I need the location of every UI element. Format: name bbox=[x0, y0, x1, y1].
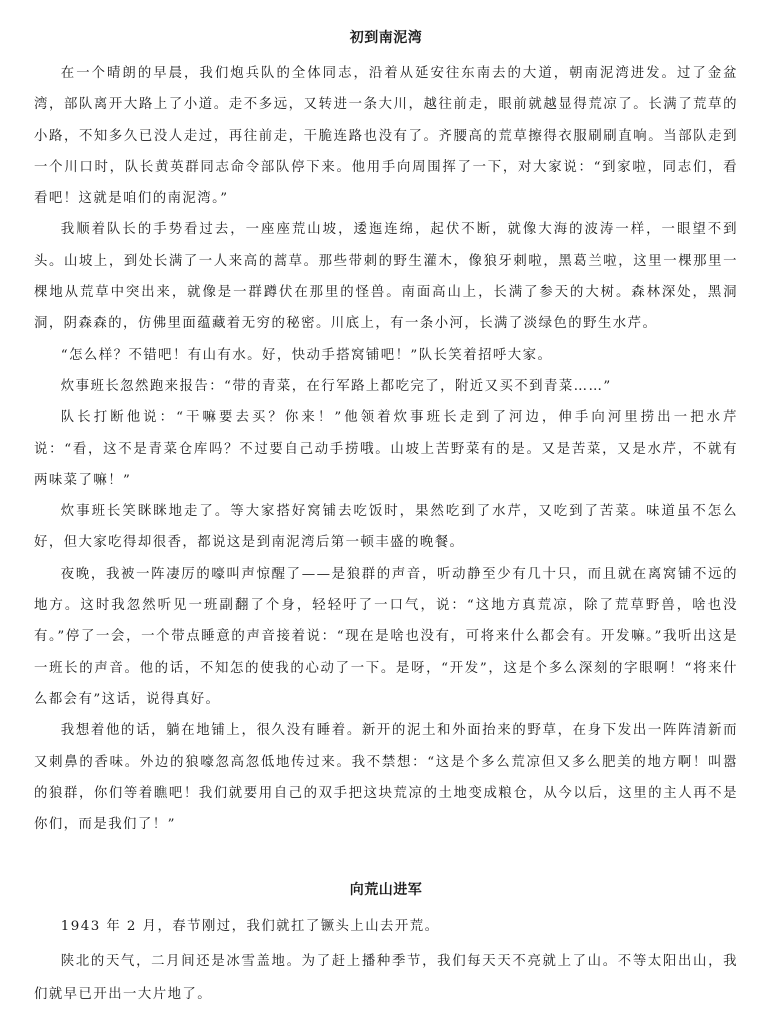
section-title-arrival: 初到南泥湾 bbox=[349, 30, 423, 46]
section-body-arrival bbox=[34, 58, 738, 840]
section-body-march bbox=[34, 910, 738, 1013]
paragraph: “怎么样？不错吧！有山有水。好，快动手搭窝铺吧！”队长笑着招呼大家。 bbox=[60, 347, 553, 363]
paragraph: 炊事班长忽然跑来报告：“带的青菜，在行军路上都吃完了，附近又买不到青菜……” bbox=[60, 378, 612, 394]
paragraph: 我顺着队长的手势看过去，一座座荒山坡，逶迤连绵，起伏不断，就像大海的波涛一样，一眼望不到头。山坡上，到处长满了一人来高的蒿草。那些带刺的野生灌木，像狼牙刺啦，黑葛兰啦，这里一棵那里一棵地从荒草中突出来，就像是一群蹲伏在那里的怪兽。南面高山上，长满了参天的大树。森林深处，黑洞洞，阴森森的，仿佛里面蕴藏着无穷的秘密。川底上，有一条小河，长满了淡绿色的野生水芹。 bbox=[34, 222, 738, 332]
paragraph: 炊事班长笑眯眯地走了。等大家搭好窝铺去吃饭时，果然吃到了水芹，又吃到了苦菜。味道虽不怎么好，但大家吃得却很香，都说这是到南泥湾后第一顿丰盛的晚餐。 bbox=[34, 504, 738, 551]
paragraph: 我想着他的话，躺在地铺上，很久没有睡着。新开的泥土和外面抬来的野草，在身下发出一阵阵清新而又刺鼻的香味。外边的狼嚎忽高忽低地传过来。我不禁想：“这是个多么荒凉但又多么肥美的地方啊！叫嚣的狼群，你们等着瞧吧！我们就要用自己的双手把这块荒凉的土地变成粮仓，从今以后，这里的主人再不是你们，而是我们了！” bbox=[34, 723, 738, 833]
paragraph: 陕北的天气，二月间还是冰雪盖地。为了赶上播种季节，我们每天天不亮就上了山。不等太阳出山，我们就早已开出一大片地了。 bbox=[34, 953, 738, 1002]
paragraph: 1943 年 2 月，春节刚过，我们就扛了镢头上山去开荒。 bbox=[60, 919, 440, 934]
section-title-march: 向荒山进军 bbox=[349, 882, 423, 898]
paragraph: 队长打断他说：“干嘛要去买？你来！”他领着炊事班长走到了河边，伸手向河里捞出一把水芹说：“看，这不是青菜仓库吗？不过要自己动手捞哦。山坡上苦野菜有的是。又是苦菜，又是水芹，不就有两味菜了嘛！” bbox=[34, 410, 738, 488]
paragraph: 在一个晴朗的早晨，我们炮兵队的全体同志，沿着从延安往东南去的大道，朝南泥湾进发。过了金盆湾，部队离开大路上了小道。走不多远，又转进一条大川，越往前走，眼前就越显得荒凉了。长满了荒草的小路，不知多久已没人走过，再往前走，干脆连路也没有了。齐腰高的荒草擦得衣服刷刷直响。当部队走到一个川口时，队长黄英群同志命令部队停下来。他用手向周围挥了一下，对大家说：“到家啦，同志们，看看吧！这就是咱们的南泥湾。” bbox=[34, 66, 738, 207]
paragraph: 夜晚，我被一阵凄厉的嚎叫声惊醒了——是狼群的声音，听动静至少有几十只，而且就在离窝铺不远的地方。这时我忽然听见一班副翻了个身，轻轻吁了一口气，说：“这地方真荒凉，除了荒草野兽，啥也没有。”停了一会，一个带点睡意的声音接着说：“现在是啥也没有，可将来什么都会有。开发嘛。”我听出这是一班长的声音。他的话，不知怎的使我的心动了一下。是呀，“开发”，这是个多么深刻的字眼啊！“将来什么都会有”这话，说得真好。 bbox=[34, 566, 738, 707]
